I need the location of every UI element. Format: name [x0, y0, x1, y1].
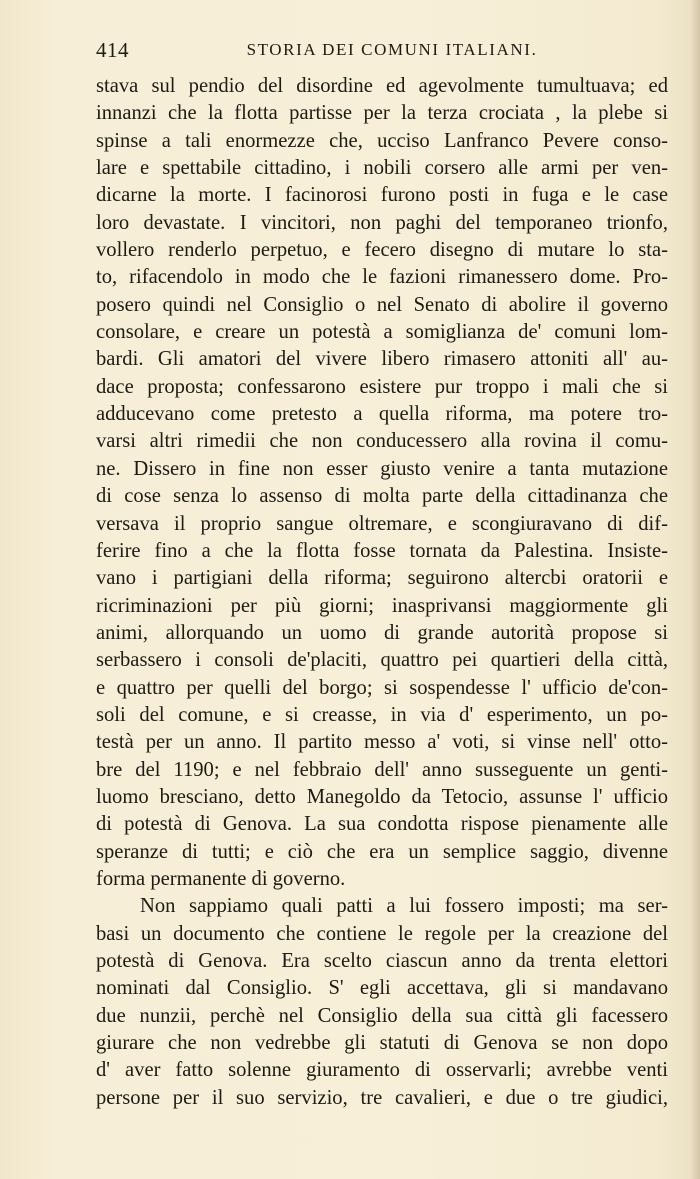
text-line: vollero renderlo perpetuo, e fecero disegno di mutare lo sta-	[96, 239, 668, 262]
text-line: bre del 1190; e nel febbraio dell' anno susseguente un genti-	[96, 758, 668, 781]
text-line: varsi altri rimedii che non conducessero alla rovina il comu-	[96, 430, 668, 453]
text-line: di cose senza lo assenso di molta parte della cittadinanza che	[96, 485, 668, 508]
text-line: animi, allorquando un uomo di grande autorità propose si	[96, 621, 668, 644]
text-body	[96, 73, 668, 1112]
text-line: nominati dal Consiglio. S' egli accettava, gli si mandavano	[96, 977, 668, 1000]
text-line: speranze di tutti; e ciò che era un semplice saggio, divenne	[96, 840, 668, 863]
text-line: e quattro per quelli del borgo; si sospendesse l' ufficio de'con-	[96, 676, 668, 699]
text-line: versava il proprio sangue oltremare, e scongiuravano di dif-	[96, 512, 668, 535]
text-line: dace proposta; confessarono esistere pur troppo i mali che si	[96, 375, 668, 398]
text-line: basi un documento che contiene le regole per la creazione del	[96, 922, 668, 945]
text-line: ricriminazioni per più giorni; inasprivansi maggiormente gli	[96, 594, 668, 617]
text-line: soli del comune, e si creasse, in via d' esperimento, un po-	[96, 703, 668, 726]
text-line: spinse a tali enormezze che, ucciso Lanfranco Pevere conso-	[96, 129, 668, 152]
text-line: lare e spettabile cittadino, i nobili corsero alle armi per ven-	[96, 157, 668, 180]
page-number: 414	[96, 38, 129, 62]
text-line: serbassero i consoli de'placiti, quattro pei quartieri della città,	[96, 649, 668, 672]
text-line: testà per un anno. Il partito messo a' voti, si vinse nell' otto-	[96, 731, 668, 754]
text-line: bardi. Gli amatori del vivere libero rimasero attoniti all' au-	[96, 348, 668, 371]
text-line: ferire fino a che la flotta fosse tornata da Palestina. Insiste-	[96, 539, 668, 562]
page-edge-shadow	[690, 0, 700, 1179]
text-line: innanzi che la flotta partisse per la terza crociata , la plebe si	[96, 102, 668, 125]
text-line: d' aver fatto solenne giuramento di osservarli; avrebbe venti	[96, 1059, 668, 1082]
text-line: to, rifacendolo in modo che le fazioni rimanessero dome. Pro-	[96, 266, 668, 289]
text-line: stava sul pendio del disordine ed agevolmente tumultuava; ed	[96, 75, 668, 97]
text-line: vano i partigiani della riforma; seguirono altercbi oratorii e	[96, 567, 668, 590]
running-title: STORIA DEI COMUNI ITALIANI.	[246, 40, 538, 59]
text-line: luomo bresciano, detto Manegoldo da Tetocio, assunse l' ufficio	[96, 785, 668, 808]
text-line: persone per il suo servizio, tre cavalieri, e due o tre giudici,	[96, 1086, 668, 1109]
text-line: loro devastate. I vincitori, non paghi del temporaneo trionfo,	[96, 211, 668, 234]
text-line: potestà di Genova. Era scelto ciascun anno da trenta elettori	[96, 950, 668, 972]
text-line: due nunzii, perchè nel Consiglio della sua città gli facessero	[96, 1004, 668, 1027]
paragraph-last-line: forma permanente di governo.	[96, 867, 346, 890]
text-line: di potestà di Genova. La sua condotta rispose pienamente alle	[96, 813, 668, 836]
text-line: posero quindi nel Consiglio o nel Senato di abolire il governo	[96, 293, 668, 316]
paragraph-first-line: Non sappiamo quali patti a lui fossero imposti; ma ser-	[140, 895, 668, 918]
text-line: dicarne la morte. I facinorosi furono posti in fuga e le case	[96, 184, 668, 207]
running-head	[96, 38, 666, 68]
text-line: ne. Dissero in fine non esser giusto venire a tanta mutazione	[96, 457, 668, 480]
text-line: consolare, e creare un potestà a somiglianza de' comuni lom-	[96, 321, 668, 344]
text-line: giurare che non vedrebbe gli statuti di Genova se non dopo	[96, 1032, 668, 1055]
text-line: adducevano come pretesto a quella riforma, ma potere tro-	[96, 403, 668, 426]
